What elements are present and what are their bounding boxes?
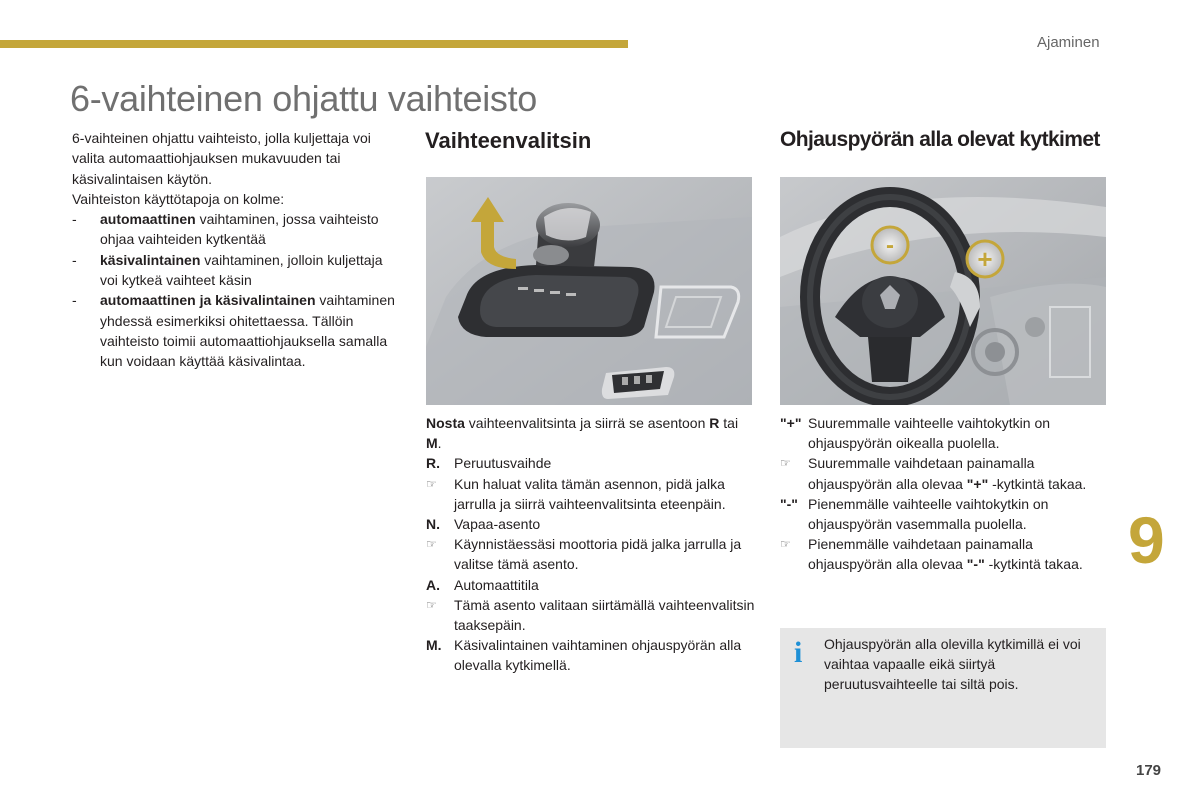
list-item: [426, 474, 756, 514]
item-text-end: -kytkintä takaa.: [988, 475, 1087, 492]
bullet-text: vaihtaminen yhdessä esimerkiksi ohitettaessa. Tällöin vaihteisto toimii automaattiohjauksella samalla kun voidaan käyttää käsivalintaa.: [100, 292, 395, 370]
item-text: Suuremmalle vaihdetaan painamalla ohjauspyörän alla olevaa: [808, 455, 1035, 492]
info-text: Ohjauspyörän alla olevilla kytkimillä ei voi vaihtaa vapaalle eikä siirtyä peruutusvaihteelle tai siltä pois.: [824, 636, 1081, 693]
list-item: [72, 250, 402, 291]
item-text: Peruutusvaihde: [454, 455, 552, 472]
bullet-dash: -: [72, 251, 77, 268]
hand-pointer-icon: ☞: [780, 456, 791, 471]
bullet-dash: -: [72, 211, 77, 228]
position-r: R: [709, 415, 720, 431]
paddles-column: [780, 413, 1110, 575]
intro-column: [72, 128, 402, 372]
section-title: Ajaminen: [1037, 34, 1100, 51]
gear-selector-illustration: [426, 177, 752, 405]
page-number: 179: [1136, 762, 1162, 779]
intro-text: vaihteenvalitsinta ja siirrä se asentoon: [464, 415, 710, 431]
bullet-bold: automaattinen ja käsivalintainen: [100, 292, 316, 309]
item-text: Vapaa-asento: [454, 516, 541, 533]
list-item: [426, 453, 756, 473]
bullet-dash: -: [72, 292, 77, 309]
item-key: "-": [966, 556, 985, 573]
list-item: [780, 494, 1110, 534]
bullet-bold: automaattinen: [100, 211, 196, 228]
list-item: [780, 534, 1110, 574]
item-text: Suuremmalle vaihteelle vaihtokytkin on ohjauspyörän oikealla puolella.: [808, 415, 1051, 452]
minus-paddle-label: -: [886, 232, 894, 259]
list-item: [780, 453, 1110, 493]
list-item: [426, 514, 756, 534]
item-label: "+": [780, 415, 802, 431]
item-text: Pienemmälle vaihdetaan painamalla ohjauspyörän alla olevaa: [808, 536, 1033, 573]
list-item: [780, 413, 1110, 453]
item-text: Kun haluat valita tämän asennon, pidä jalka jarrulla ja siirrä vaihteenvalitsinta eteenpäin.: [454, 475, 726, 512]
item-text: Pienemmälle vaihteelle vaihtokytkin on ohjauspyörän vasemmalla puolella.: [808, 495, 1049, 533]
intro-end: .: [437, 435, 442, 452]
page-title: 6-vaihteinen ohjattu vaihteisto: [70, 78, 538, 119]
list-item: [426, 534, 756, 574]
intro-connector: tai: [719, 415, 739, 431]
item-text: Tämä asento valitaan siirtämällä vaihteenvalitsin taaksepäin.: [454, 596, 755, 634]
item-label: N.: [426, 516, 440, 533]
intro-modes-line: Vaihteiston käyttötapoja on kolme:: [72, 190, 285, 207]
item-label: "-": [780, 495, 798, 512]
hand-pointer-icon: ☞: [426, 597, 437, 612]
item-text-end: -kytkintä takaa.: [984, 556, 1083, 573]
header-gold-bar: [0, 40, 628, 48]
intro-bold: Nosta: [426, 415, 465, 431]
item-text: Käynnistäessäsi moottoria pidä jalka jarrulla ja valitse tämä asento.: [454, 536, 742, 573]
list-item: [72, 209, 402, 250]
steering-wheel-illustration: [780, 177, 1106, 405]
item-label: R.: [426, 455, 440, 472]
bullet-text: vaihtaminen, jolloin kuljettaja voi kytkeä vaihteet käsin: [100, 251, 383, 289]
hand-pointer-icon: ☞: [426, 537, 437, 552]
intro-paragraph: 6-vaihteinen ohjattu vaihteisto, jolla kuljettaja voi valita automaattiohjauksen mukavuuden tai käsivalintaisen käytön.: [72, 130, 371, 187]
item-text: Käsivalintainen vaihtaminen ohjauspyörän alla olevalla kytkimellä.: [454, 637, 742, 674]
list-item: [426, 595, 756, 635]
paddles-heading: Ohjauspyörän alla olevat kytkimet: [780, 128, 1100, 151]
list-item: [426, 575, 756, 595]
bullet-text: vaihtaminen, jossa vaihteisto ohjaa vaihteiden kytkentää: [100, 211, 379, 248]
selector-intro: [426, 413, 756, 453]
hand-pointer-icon: ☞: [780, 537, 791, 552]
list-item: [426, 635, 756, 675]
list-item: [72, 290, 402, 371]
selector-column: [426, 413, 756, 676]
item-label: A.: [426, 576, 440, 593]
position-m: M: [426, 435, 438, 452]
bullet-bold: käsivalintainen: [100, 251, 201, 268]
item-label: M.: [426, 637, 442, 654]
item-text: Automaattitila: [454, 576, 539, 593]
item-key: "+": [966, 475, 989, 492]
info-box: [780, 628, 1106, 748]
selector-heading: Vaihteenvalitsin: [425, 128, 592, 153]
chapter-number: 9: [1128, 503, 1165, 577]
hand-pointer-icon: ☞: [426, 476, 437, 491]
plus-paddle-label: +: [977, 244, 993, 274]
info-icon: i: [794, 636, 803, 669]
